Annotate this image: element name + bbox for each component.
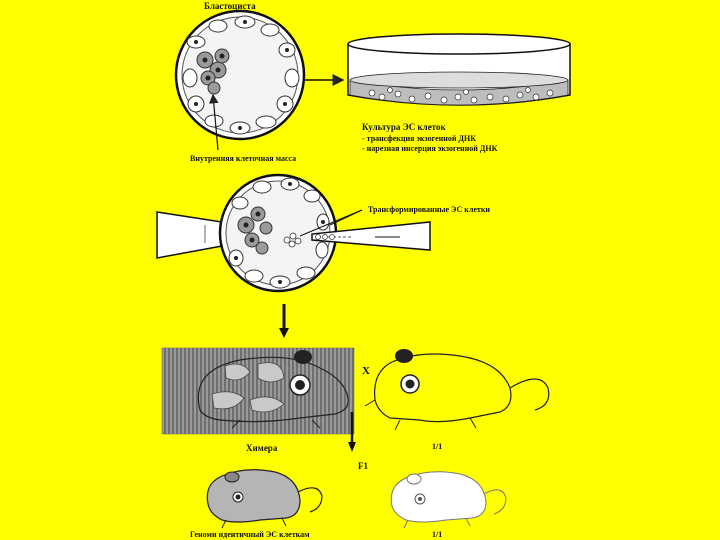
label-genome-es: Геноми идентичный ЭС клеткам xyxy=(190,530,310,539)
blastocyst-top xyxy=(176,11,304,139)
chimera-mouse xyxy=(162,348,354,434)
label-cross: X xyxy=(362,365,370,377)
arrow-to-chimera xyxy=(279,304,289,338)
label-ratio-bottom: 1/1 xyxy=(432,530,443,539)
label-es-culture-line1: - трансфекция экзогенной ДНК xyxy=(362,134,476,143)
outline-mouse-top xyxy=(365,349,549,430)
gray-mouse-f1 xyxy=(207,470,322,528)
culture-dish xyxy=(348,34,570,105)
outline-mouse-f1 xyxy=(391,472,506,528)
label-chimera: Химера xyxy=(246,443,278,453)
label-inner-cell-mass: Внутренняя клеточная масса xyxy=(190,154,297,163)
label-ratio-top: 1/1 xyxy=(432,442,443,451)
blastocyst-injection xyxy=(157,175,430,291)
label-es-culture-line2: - нарезная инсерция экзогенной ДНК xyxy=(362,144,498,153)
label-f1: F1 xyxy=(358,461,368,471)
label-transformed-es: Трансформированные ЭС клетки xyxy=(368,205,491,214)
label-es-culture-title: Культура ЭС клеток xyxy=(362,122,446,132)
label-blastocyst: Бластоциста xyxy=(204,1,256,11)
